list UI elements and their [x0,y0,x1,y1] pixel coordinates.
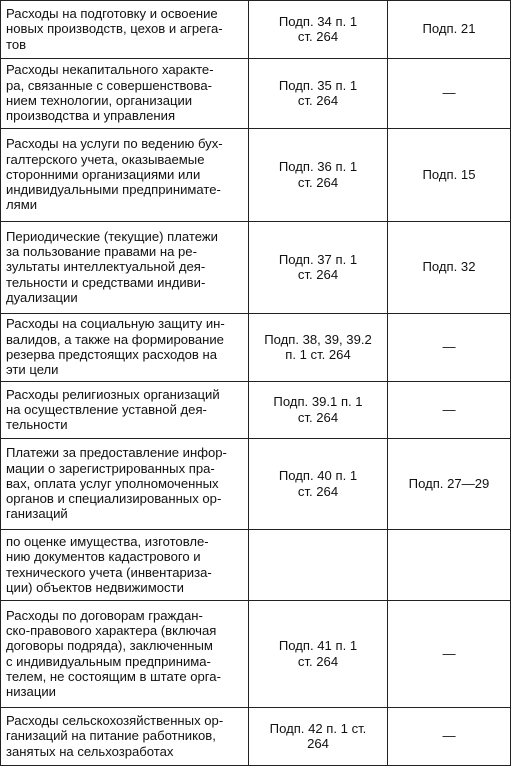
expense-description: Платежи за предоставление инфор- мации о зарегистрированных пра- вах, оплата услуг уполномоченных органов и специализированных ор- ганизаций [6,445,227,522]
tax-code-article-cell [249,439,388,530]
expense-description-cell [1,1,249,59]
tax-code-article: Подп. 35 п. 1 ст. 264 [278,77,358,108]
tax-code-article: Подп. 37 п. 1 ст. 264 [278,251,358,282]
reference-cell [388,530,511,601]
table-row [1,439,511,530]
tax-code-article: Подп. 34 п. 1 ст. 264 [278,13,358,44]
tax-code-article: Подп. 42 п. 1 ст. 264 [269,720,367,751]
expense-description: по оценке имущества, изготовле- нию документов кадастрового и технического учета (инвентаризa- ции) объектов недвижимости [6,533,212,595]
expense-description: Расходы некапитального характе- ра, связанные с совершенствова- нием технологии, организации производства и управления [6,62,214,124]
reference-cell [388,1,511,59]
tax-code-article-cell [249,708,388,766]
tax-code-article: Подп. 36 п. 1 ст. 264 [278,159,358,190]
table-row [1,601,511,708]
tax-code-article: Подп. 40 п. 1 ст. 264 [278,468,358,499]
expense-description-cell [1,530,249,601]
table-row [1,708,511,766]
expense-description: Периодические (текущие) платежи за пользование правами на ре- зультаты интеллектуальной дея- тельности и средствами индиви- дуализации [6,228,218,305]
table-row [1,314,511,382]
tax-code-article-cell [249,382,388,439]
expense-description: Расходы на подготовку и освоение новых производств, цехов и агрега- тов [6,6,223,52]
table-row [1,530,511,601]
reference-cell [388,129,511,222]
expense-description: Расходы по договорам граждан- ско-правового характера (включая договоры подряда), заключенным с индивидуальным предпринима- телем, не состоящим в штате орга- низации [6,607,221,700]
reference-cell [388,601,511,708]
expense-description: Расходы религиозных организаций на осуществление уставной дея- тельности [6,386,220,433]
tax-code-article-cell [249,314,388,382]
tax-code-article-cell [249,530,388,601]
tax-code-article: Подп. 38, 39, 39.2 п. 1 ст. 264 [264,331,372,362]
tax-code-article-cell [249,59,388,129]
reference: — [442,85,456,101]
expense-description-cell [1,439,249,530]
reference: — [442,728,456,744]
expense-description: Расходы на социальную защиту ин- валидов, а также на формирование резерва предстоящих расходов на эти цели [6,316,225,378]
tax-code-article-cell [249,601,388,708]
expense-description-cell [1,708,249,766]
expense-description-cell [1,601,249,708]
tax-code-article-cell [249,129,388,222]
expense-description-cell [1,59,249,129]
table-row [1,129,511,222]
expense-description-cell [1,314,249,382]
reference-cell [388,222,511,314]
expense-description: Расходы сельскохозяйственных ор- ганизаций на питание работников, занятых на сельхозработах [6,713,224,759]
table-row [1,1,511,59]
tax-code-article-cell [249,222,388,314]
table-row [1,59,511,129]
table-row [1,382,511,439]
reference: — [442,401,456,417]
expense-description-cell [1,129,249,222]
expense-description: Расходы на услуги по ведению бух- галтерского учета, оказываемые сторонними организациями или индивидуальными предпринимате- лями [6,136,223,213]
reference: Подп. 21 [422,21,476,37]
reference-cell [388,708,511,766]
tax-code-article: Подп. 41 п. 1 ст. 264 [278,638,358,669]
reference: Подп. 32 [422,259,476,275]
reference: Подп. 15 [422,166,476,182]
reference-cell [388,59,511,129]
reference-cell [388,439,511,530]
reference-cell [388,382,511,439]
expense-description-cell [1,382,249,439]
reference: — [442,339,456,355]
reference: Подп. 27—29 [408,475,490,491]
reference-cell [388,314,511,382]
table-row [1,222,511,314]
reference: — [442,645,456,661]
expense-description-cell [1,222,249,314]
tax-code-article: Подп. 39.1 п. 1 ст. 264 [273,394,363,425]
tax-code-article-cell [249,1,388,59]
